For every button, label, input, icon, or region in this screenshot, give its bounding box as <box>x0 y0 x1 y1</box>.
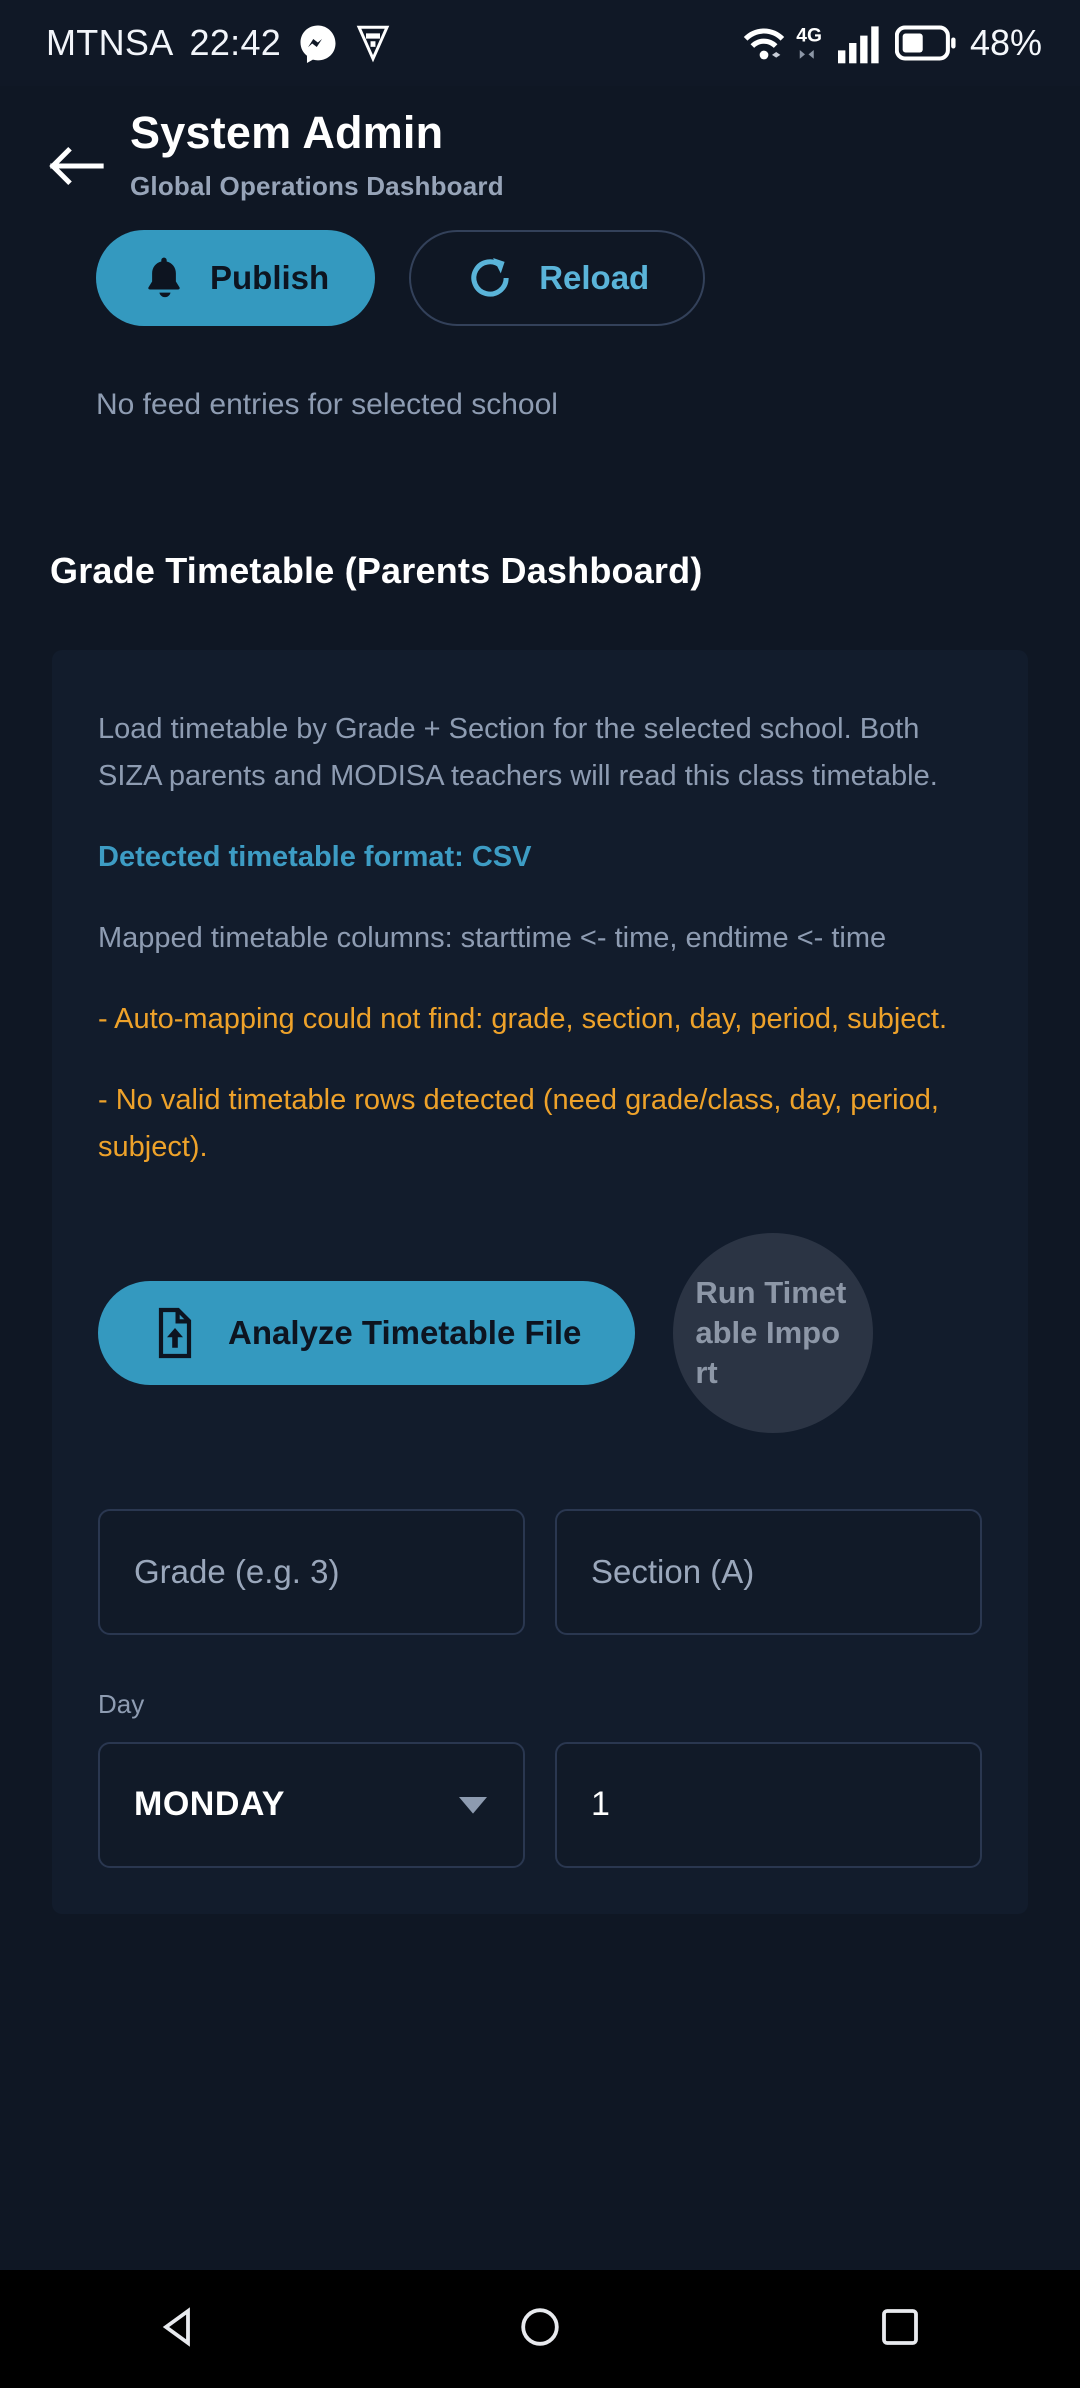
nav-home-circle-icon[interactable] <box>516 2303 564 2356</box>
run-import-button-label: Run Timetable Import <box>695 1275 847 1390</box>
publish-button[interactable] <box>96 230 375 326</box>
wifi-icon <box>742 23 786 63</box>
refresh-icon <box>465 253 515 303</box>
day-field-group <box>98 1689 525 1868</box>
reload-button[interactable] <box>409 230 705 326</box>
network-type-label <box>795 22 829 64</box>
svg-text:4G: 4G <box>796 25 822 47</box>
analyze-timetable-file-button[interactable] <box>98 1281 635 1385</box>
shield-badge-icon <box>355 22 391 64</box>
nav-recents-square-icon[interactable] <box>876 2303 924 2356</box>
grade-input[interactable] <box>98 1509 525 1635</box>
chevron-down-icon <box>457 1794 489 1816</box>
feed-empty-message: No feed entries for selected school <box>96 388 558 421</box>
status-bar-right <box>742 22 1042 64</box>
clock-label: 22:42 <box>189 22 282 63</box>
file-upload-icon <box>152 1307 198 1359</box>
timetable-card <box>52 650 1028 1914</box>
app-header-row <box>0 108 1080 202</box>
arrow-left-icon <box>47 141 105 191</box>
day-period-row <box>98 1689 982 1868</box>
reload-button-label: Reload <box>539 259 650 296</box>
status-bar <box>0 0 1080 86</box>
mapped-columns-text: Mapped timetable columns: starttime <- time, endtime <- time <box>98 921 887 954</box>
status-bar-left <box>46 22 391 64</box>
action-buttons-row <box>0 202 1080 326</box>
android-navigation-bar <box>0 2270 1080 2388</box>
day-select-value: MONDAY <box>134 1785 285 1824</box>
bell-icon <box>142 255 186 301</box>
section-heading: Grade Timetable (Parents Dashboard) <box>50 550 703 591</box>
publish-button-label: Publish <box>210 259 330 296</box>
app-header <box>0 86 1080 422</box>
messenger-icon <box>297 22 339 64</box>
carrier-label: MTNSA <box>46 22 174 63</box>
header-titles <box>130 108 504 202</box>
detected-format-text: Detected timetable format: CSV <box>98 840 532 873</box>
period-field-group <box>555 1742 982 1868</box>
period-input[interactable] <box>555 1742 982 1868</box>
battery-icon <box>895 24 957 62</box>
warning-automapping: - Auto-mapping could not find: grade, section, day, period, subject. <box>98 1002 948 1035</box>
day-select[interactable] <box>98 1742 525 1868</box>
page-subtitle: Global Operations Dashboard <box>130 170 504 201</box>
page-title: System Admin <box>130 107 444 158</box>
nav-back-triangle-icon[interactable] <box>156 2303 204 2356</box>
signal-bars-icon <box>838 22 886 64</box>
period-input-value: 1 <box>591 1785 610 1824</box>
back-button[interactable] <box>40 130 112 202</box>
day-label: Day <box>98 1688 145 1719</box>
run-timetable-import-button[interactable] <box>673 1233 873 1433</box>
analyze-actions-row <box>98 1233 982 1433</box>
warning-no-rows: - No valid timetable rows detected (need grade/class, day, period, subject). <box>98 1083 939 1163</box>
section-input-placeholder: Section (A) <box>591 1552 755 1590</box>
analyze-button-label: Analyze Timetable File <box>228 1313 582 1351</box>
section-input[interactable] <box>555 1509 982 1635</box>
battery-percentage: 48% <box>969 22 1042 63</box>
grade-input-placeholder: Grade (e.g. 3) <box>134 1552 340 1590</box>
card-description: Load timetable by Grade + Section for the selected school. Both SIZA parents and MODISA teachers will read this class timetable. <box>98 713 938 792</box>
grade-section-row <box>98 1509 982 1635</box>
